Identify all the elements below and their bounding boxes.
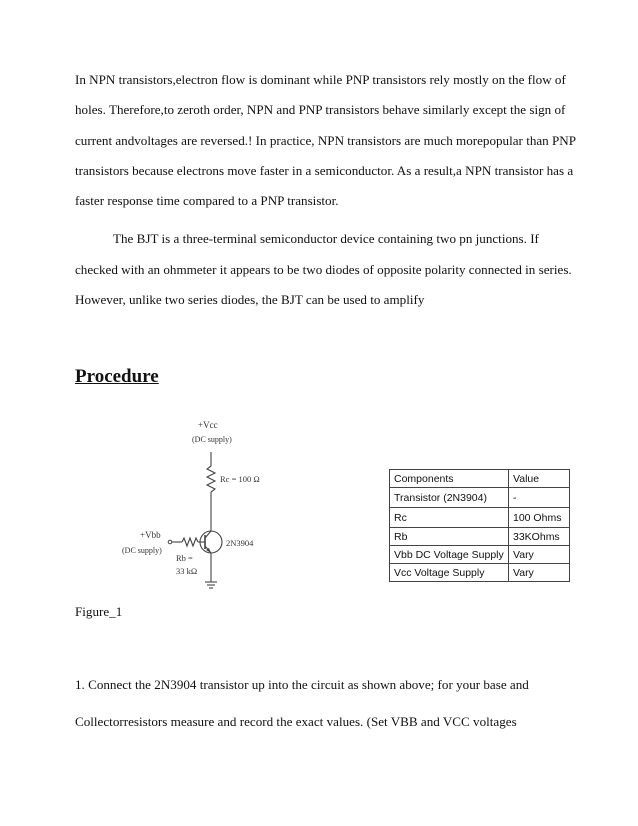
table-header-row [390, 470, 570, 488]
procedure-heading: Procedure [75, 366, 159, 387]
table-row [390, 528, 570, 546]
table-row [390, 488, 570, 508]
circuit-diagram [110, 418, 280, 593]
table-cell: Vary [509, 564, 570, 582]
table-cell: Vcc Voltage Supply [390, 564, 509, 582]
vbb-supply-label: (DC supply) [122, 546, 162, 555]
figure-label: Figure_1 [75, 604, 123, 619]
table-cell: - [509, 488, 570, 508]
rb-label: Rb = [176, 553, 193, 563]
vcc-supply-label: (DC supply) [192, 435, 232, 444]
rc-label: Rc = 100 Ω [220, 474, 260, 484]
paragraph-2-line-3: However, unlike two series diodes, the BJT can be used to amplify [75, 292, 425, 307]
table-cell: 33KOhms [509, 528, 570, 546]
paragraph-2-line-1: The BJT is a three-terminal semiconductor device containing two pn junctions. If [113, 231, 539, 246]
table-header-cell: Value [509, 470, 570, 488]
table-row [390, 564, 570, 582]
paragraph-2-line-2: checked with an ohmmeter it appears to be two diodes of opposite polarity connected in series. [75, 262, 572, 277]
paragraph-1-line-4: transistors because electrons move faster in a semiconductor. As a result,a NPN transistor has a [75, 163, 574, 178]
table-cell: 100 Ohms [509, 508, 570, 528]
vcc-label: +Vcc [198, 420, 218, 430]
paragraph-1-line-5: faster response time compared to a PNP transistor. [75, 193, 339, 208]
step-1-line-2: Collectorresistors measure and record the exact values. (Set VBB and VCC voltages [75, 714, 517, 729]
table-cell: Vbb DC Voltage Supply [390, 546, 509, 564]
components-table [389, 469, 570, 582]
vbb-terminal-icon [168, 540, 172, 544]
rb-value-label: 33 kΩ [176, 566, 198, 576]
table-cell: Transistor (2N3904) [390, 488, 509, 508]
paragraph-1-line-1: In NPN transistors,electron flow is dominant while PNP transistors rely mostly on the flow of [75, 72, 566, 87]
table-header-cell: Components [390, 470, 509, 488]
table-row [390, 508, 570, 528]
paragraph-1-line-2: holes. Therefore,to zeroth order, NPN and PNP transistors behave similarly except the sign of [75, 102, 566, 117]
table-cell: Rb [390, 528, 509, 546]
rc-resistor-symbol [207, 466, 215, 492]
paragraph-1-line-3: current andvoltages are reversed.! In practice, NPN transistors are much morepopular than PNP [75, 133, 577, 148]
transistor-label: 2N3904 [226, 538, 254, 548]
table-row [390, 546, 570, 564]
step-1-line-1: 1. Connect the 2N3904 transistor up into the circuit as shown above; for your base and [75, 677, 529, 692]
vbb-label: +Vbb [140, 530, 161, 540]
rb-resistor-symbol [182, 538, 198, 546]
table-cell: Rc [390, 508, 509, 528]
table-cell: Vary [509, 546, 570, 564]
